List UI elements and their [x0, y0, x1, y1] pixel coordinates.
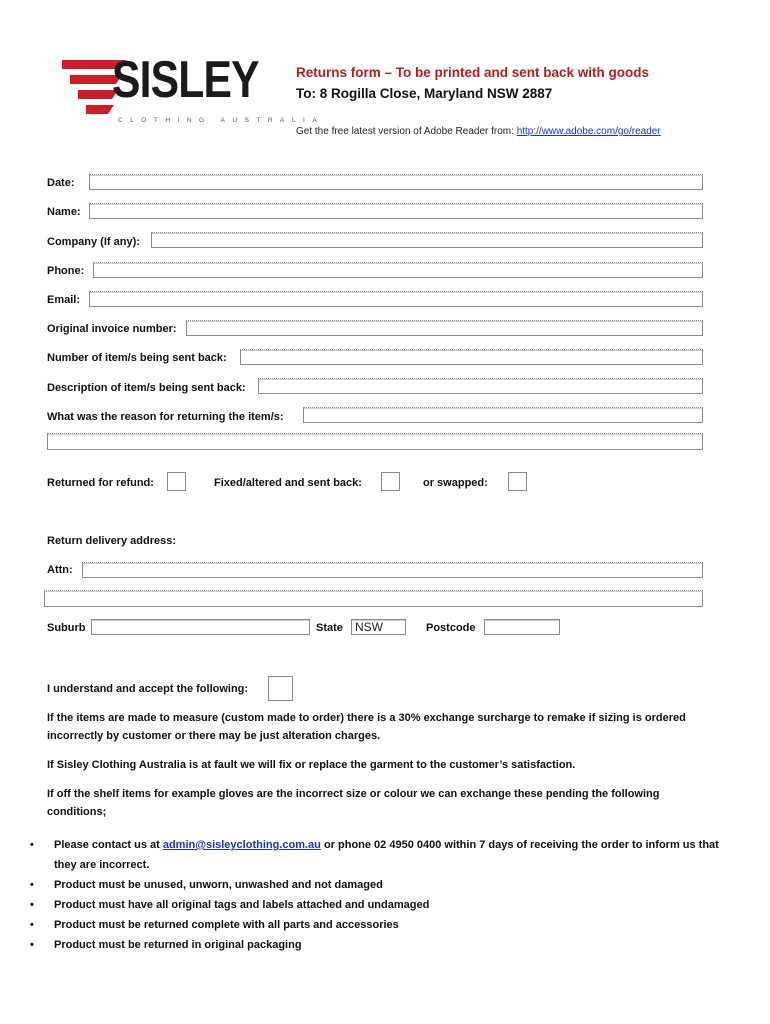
items-count-label: Number of item/s being sent back:: [47, 352, 227, 364]
email-field[interactable]: [89, 291, 703, 307]
name-field[interactable]: [89, 203, 703, 219]
bullet-icon: •: [30, 879, 34, 891]
condition-text: Product must be returned in original packaging: [54, 939, 302, 951]
company-field[interactable]: [151, 232, 703, 248]
terms-paragraph-3: If off the shelf items for example gloves are the incorrect size or colour we can exchange these pending the following conditions;: [47, 788, 660, 818]
accept-label: I understand and accept the following:: [47, 683, 249, 695]
bullet-icon: •: [30, 899, 34, 911]
date-label: Date:: [47, 177, 75, 189]
contact-prefix: Please contact us at: [54, 839, 160, 851]
fixed-label: Fixed/altered and sent back:: [214, 477, 362, 489]
list-item: [30, 835, 730, 875]
return-address: To: 8 Rogilla Close, Maryland NSW 2887: [296, 86, 553, 101]
list-item: [30, 875, 730, 895]
list-item: [30, 935, 730, 955]
postcode-field[interactable]: [484, 619, 560, 635]
condition-text: Product must have all original tags and labels attached and undamaged: [54, 899, 430, 911]
list-item: [30, 895, 730, 915]
suburb-field[interactable]: [91, 619, 310, 635]
terms-paragraph-1: If the items are made to measure (custom made to order) there is a 30% exchange surcharge to remake if sizing is ordered incorrectly by customer or there may be just alteration charges.: [47, 712, 686, 742]
refund-label: Returned for refund:: [47, 477, 154, 489]
suburb-label: Suburb: [47, 622, 86, 634]
reason-label: What was the reason for returning the item/s:: [47, 411, 284, 423]
reason-field[interactable]: [303, 407, 703, 423]
return-address-label: Return delivery address:: [47, 535, 176, 547]
condition-text: Product must be returned complete with all parts and accessories: [54, 919, 399, 931]
bullet-icon: •: [30, 839, 34, 851]
phone-label: Phone:: [47, 265, 85, 277]
postcode-label: Postcode: [426, 622, 476, 634]
accept-checkbox[interactable]: [268, 676, 293, 701]
logo-wordmark: SISLEY: [112, 51, 259, 109]
terms-paragraph-2: If Sisley Clothing Australia is at fault we will fix or replace the garment to the customer’s satisfaction.: [47, 759, 576, 771]
form-title: Returns form – To be printed and sent back with goods: [296, 65, 650, 80]
attn-label: Attn:: [47, 564, 73, 576]
state-label: State: [316, 622, 343, 634]
conditions-list: [30, 835, 730, 955]
fixed-checkbox[interactable]: [381, 472, 400, 491]
reader-prefix: Get the free latest version of Adobe Reader from:: [296, 126, 514, 137]
logo-subtitle: CLOTHING AUSTRALIA: [118, 117, 325, 124]
swapped-checkbox[interactable]: [508, 472, 527, 491]
adobe-reader-link[interactable]: http://www.adobe.com/go/reader: [516, 126, 661, 137]
contact-email-link[interactable]: admin@sisleyclothing.com.au: [162, 839, 321, 851]
refund-checkbox[interactable]: [167, 472, 186, 491]
description-label: Description of item/s being sent back:: [47, 382, 246, 394]
date-field[interactable]: [89, 174, 703, 190]
invoice-field[interactable]: [186, 320, 703, 336]
contact-suffix: or phone 02 4950 0400 within 7 days of receiving the order to inform us that they are incorrect.: [54, 839, 719, 871]
company-label: Company (If any):: [47, 236, 140, 248]
invoice-label: Original invoice number:: [47, 323, 177, 335]
state-field[interactable]: NSW: [351, 619, 406, 635]
adobe-reader-note: [296, 126, 661, 137]
description-field[interactable]: [258, 378, 703, 394]
condition-text: Product must be unused, unworn, unwashed and not damaged: [54, 879, 383, 891]
list-item: [30, 915, 730, 935]
name-label: Name:: [47, 206, 81, 218]
items-count-field[interactable]: [240, 349, 703, 365]
swapped-label: or swapped:: [423, 477, 488, 489]
bullet-icon: •: [30, 919, 34, 931]
bullet-icon: •: [30, 939, 34, 951]
reason-continued-field[interactable]: [47, 433, 703, 450]
phone-field[interactable]: [93, 262, 703, 278]
attn-field[interactable]: [82, 562, 703, 578]
email-label: Email:: [47, 294, 81, 306]
address-line-field[interactable]: [44, 590, 703, 607]
